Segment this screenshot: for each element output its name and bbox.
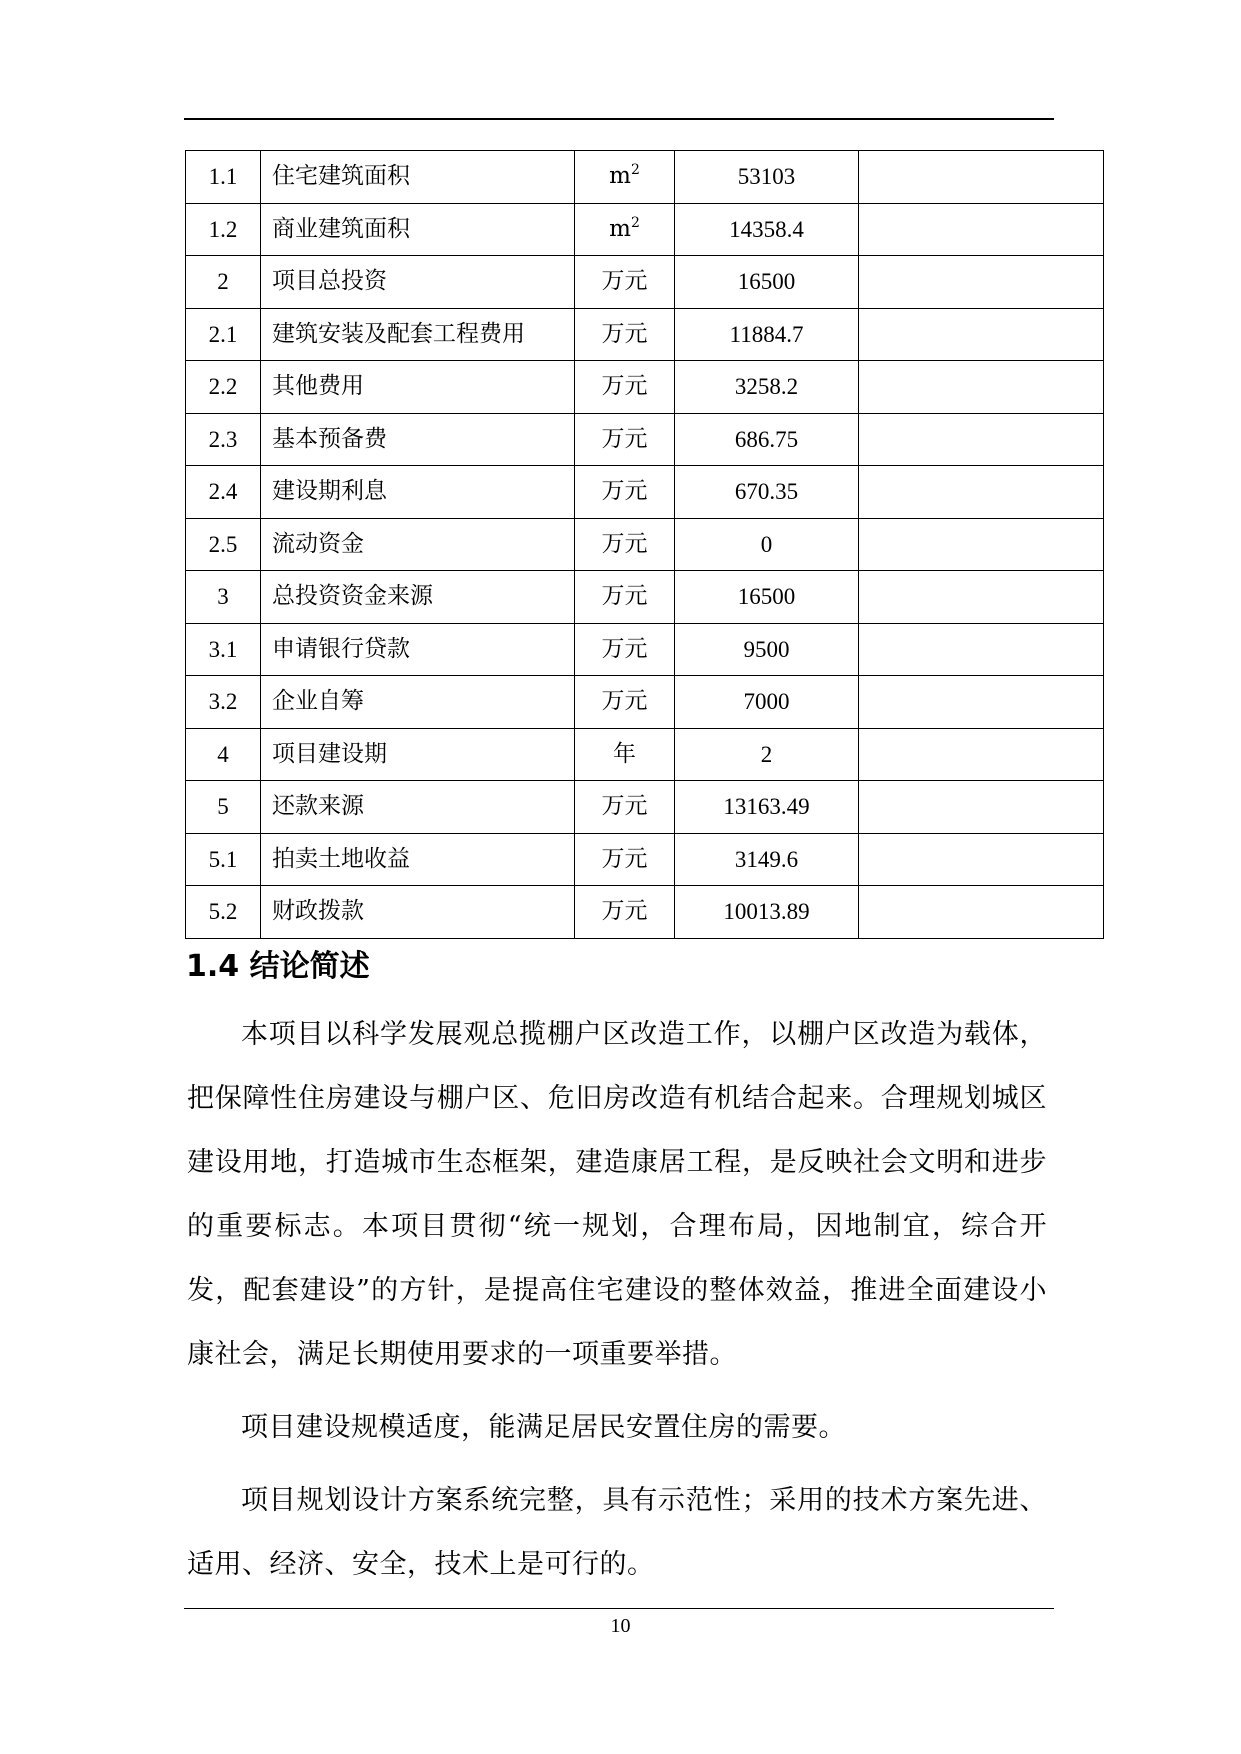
note-cell — [859, 571, 1104, 624]
value-cell-text: 0 — [760, 531, 773, 557]
unit-cell-text: 万元 — [601, 320, 648, 347]
item-name-cell — [261, 256, 575, 309]
row-number-cell — [186, 361, 261, 414]
item-name-cell-text: 还款来源 — [272, 793, 364, 820]
value-cell-text: 10013.89 — [723, 899, 810, 925]
unit-cell-text: m — [609, 163, 631, 190]
item-name-cell — [261, 203, 575, 256]
table-row — [186, 203, 1104, 256]
table-row — [186, 781, 1104, 834]
item-name-cell-text: 项目总投资 — [272, 268, 387, 295]
value-cell — [675, 833, 859, 886]
section-body — [187, 1003, 1047, 1606]
item-name-cell-text: 企业自筹 — [272, 688, 364, 715]
row-number-cell-text: 2.1 — [208, 321, 238, 347]
unit-cell — [575, 781, 675, 834]
note-cell — [859, 466, 1104, 519]
value-cell — [675, 676, 859, 729]
footer-rule — [184, 1608, 1054, 1609]
table-row — [186, 256, 1104, 309]
value-cell — [675, 728, 859, 781]
section-heading: 1.4 结论简述 — [186, 949, 370, 984]
note-cell — [859, 308, 1104, 361]
item-name-cell-text: 住宅建筑面积 — [272, 163, 410, 190]
item-name-cell-text: 流动资金 — [272, 530, 364, 557]
note-cell — [859, 256, 1104, 309]
item-name-cell — [261, 623, 575, 676]
unit-cell — [575, 833, 675, 886]
item-name-cell — [261, 466, 575, 519]
item-name-cell — [261, 413, 575, 466]
table-row — [186, 361, 1104, 414]
row-number-cell — [186, 676, 261, 729]
item-name-cell — [261, 728, 575, 781]
table-row — [186, 886, 1104, 939]
unit-cell — [575, 571, 675, 624]
value-cell — [675, 413, 859, 466]
value-cell-text: 3258.2 — [734, 374, 799, 400]
value-cell — [675, 518, 859, 571]
row-number-cell-text: 2.4 — [208, 479, 238, 505]
value-cell — [675, 361, 859, 414]
row-number-cell — [186, 413, 261, 466]
page-number: 10 — [610, 1615, 631, 1637]
unit-cell — [575, 676, 675, 729]
row-number-cell — [186, 571, 261, 624]
value-cell — [675, 256, 859, 309]
item-name-cell — [261, 833, 575, 886]
unit-cell-text: 万元 — [601, 793, 648, 820]
table-row — [186, 151, 1104, 204]
paragraph: 本项目以科学发展观总揽棚户区改造工作，以棚户区改造为载体，把保障性住房建设与棚户区、危旧房改造有机结合起来。合理规划城区建设用地，打造城市生态框架，建造康居工程，是反映社会文明和进步的重要标志。本项目贯彻“统一规划，合理布局，因地制宜，综合开发，配套建设”的方针，是提高住宅建设的整体效益，推进全面建设小康社会，满足长期使用要求的一项重要举措。 — [187, 1019, 1047, 1370]
item-name-cell — [261, 151, 575, 204]
item-name-cell — [261, 886, 575, 939]
table-row — [186, 466, 1104, 519]
unit-cell — [575, 361, 675, 414]
table-row — [186, 623, 1104, 676]
unit-superscript: 2 — [630, 162, 640, 179]
table-row — [186, 728, 1104, 781]
unit-cell — [575, 151, 675, 204]
value-cell — [675, 571, 859, 624]
paragraph: 项目规划设计方案系统完整，具有示范性；采用的技术方案先进、适用、经济、安全，技术上是可行的。 — [187, 1485, 1047, 1580]
header-rule — [184, 118, 1054, 120]
row-number-cell-text: 2.2 — [208, 374, 238, 400]
value-cell-text: 11884.7 — [729, 321, 804, 347]
row-number-cell-text: 1.2 — [208, 216, 238, 242]
value-cell-text: 14358.4 — [729, 216, 804, 242]
item-name-cell-text: 申请银行贷款 — [272, 635, 410, 662]
unit-cell-text: 万元 — [601, 635, 648, 662]
value-cell — [675, 886, 859, 939]
unit-cell-text: 万元 — [601, 898, 648, 925]
item-name-cell — [261, 676, 575, 729]
value-cell-text: 16500 — [737, 584, 796, 610]
row-number-cell — [186, 886, 261, 939]
unit-cell-text: m — [609, 215, 631, 242]
unit-cell-text: 年 — [613, 740, 636, 767]
unit-cell — [575, 466, 675, 519]
note-cell — [859, 518, 1104, 571]
table-row — [186, 833, 1104, 886]
item-name-cell — [261, 518, 575, 571]
table-row — [186, 308, 1104, 361]
item-name-cell — [261, 308, 575, 361]
unit-cell-text: 万元 — [601, 845, 648, 872]
unit-cell-text: 万元 — [601, 268, 648, 295]
row-number-cell — [186, 151, 261, 204]
indicator-table-body — [186, 151, 1104, 939]
item-name-cell-text: 商业建筑面积 — [272, 215, 410, 242]
value-cell-text: 3149.6 — [734, 846, 799, 872]
row-number-cell-text: 1.1 — [208, 164, 238, 190]
value-cell — [675, 151, 859, 204]
row-number-cell-text: 5.1 — [208, 846, 238, 872]
row-number-cell-text: 3.1 — [208, 636, 238, 662]
unit-cell-text: 万元 — [601, 688, 648, 715]
note-cell — [859, 781, 1104, 834]
value-cell-text: 9500 — [743, 636, 790, 662]
unit-superscript: 2 — [630, 214, 640, 231]
unit-cell — [575, 203, 675, 256]
item-name-cell-text: 建设期利息 — [272, 478, 387, 505]
unit-cell — [575, 728, 675, 781]
item-name-cell-text: 总投资资金来源 — [272, 583, 433, 610]
table-row — [186, 676, 1104, 729]
row-number-cell-text: 2.5 — [208, 531, 238, 557]
value-cell-text: 670.35 — [734, 479, 799, 505]
paragraph: 项目建设规模适度，能满足居民安置住房的需要。 — [241, 1412, 846, 1443]
indicator-table — [185, 150, 1104, 939]
row-number-cell — [186, 623, 261, 676]
row-number-cell-text: 4 — [217, 741, 229, 767]
note-cell — [859, 886, 1104, 939]
item-name-cell-text: 基本预备费 — [272, 425, 387, 452]
item-name-cell — [261, 781, 575, 834]
note-cell — [859, 151, 1104, 204]
note-cell — [859, 413, 1104, 466]
unit-cell — [575, 413, 675, 466]
row-number-cell-text: 5 — [217, 794, 229, 820]
row-number-cell — [186, 781, 261, 834]
item-name-cell — [261, 361, 575, 414]
unit-cell-text: 万元 — [601, 478, 648, 505]
unit-cell-text: 万元 — [601, 530, 648, 557]
note-cell — [859, 361, 1104, 414]
item-name-cell-text: 其他费用 — [272, 373, 364, 400]
row-number-cell — [186, 518, 261, 571]
row-number-cell-text: 3.2 — [208, 689, 238, 715]
value-cell-text: 13163.49 — [723, 794, 810, 820]
table-row — [186, 413, 1104, 466]
row-number-cell — [186, 256, 261, 309]
item-name-cell-text: 建筑安装及配套工程费用 — [272, 320, 525, 347]
row-number-cell — [186, 728, 261, 781]
unit-cell — [575, 886, 675, 939]
value-cell — [675, 466, 859, 519]
value-cell-text: 7000 — [743, 689, 790, 715]
value-cell — [675, 623, 859, 676]
unit-cell-text: 万元 — [601, 583, 648, 610]
table-row — [186, 518, 1104, 571]
item-name-cell-text: 项目建设期 — [272, 740, 387, 767]
table-row — [186, 571, 1104, 624]
value-cell — [675, 203, 859, 256]
value-cell-text: 2 — [760, 741, 773, 767]
value-cell-text: 686.75 — [734, 426, 799, 452]
note-cell — [859, 728, 1104, 781]
unit-cell — [575, 518, 675, 571]
unit-cell — [575, 623, 675, 676]
value-cell — [675, 308, 859, 361]
note-cell — [859, 833, 1104, 886]
row-number-cell — [186, 833, 261, 886]
row-number-cell — [186, 466, 261, 519]
item-name-cell-text: 拍卖土地收益 — [272, 845, 410, 872]
unit-cell — [575, 256, 675, 309]
value-cell-text: 53103 — [737, 164, 796, 190]
note-cell — [859, 623, 1104, 676]
value-cell-text: 16500 — [737, 269, 796, 295]
row-number-cell-text: 2.3 — [208, 426, 238, 452]
row-number-cell — [186, 308, 261, 361]
unit-cell-text: 万元 — [601, 425, 648, 452]
item-name-cell-text: 财政拨款 — [272, 898, 364, 925]
note-cell — [859, 203, 1104, 256]
row-number-cell-text: 3 — [217, 584, 229, 610]
unit-cell-text: 万元 — [601, 373, 648, 400]
unit-cell — [575, 308, 675, 361]
row-number-cell-text: 5.2 — [208, 899, 238, 925]
row-number-cell-text: 2 — [217, 269, 229, 295]
item-name-cell — [261, 571, 575, 624]
row-number-cell — [186, 203, 261, 256]
value-cell — [675, 781, 859, 834]
note-cell — [859, 676, 1104, 729]
